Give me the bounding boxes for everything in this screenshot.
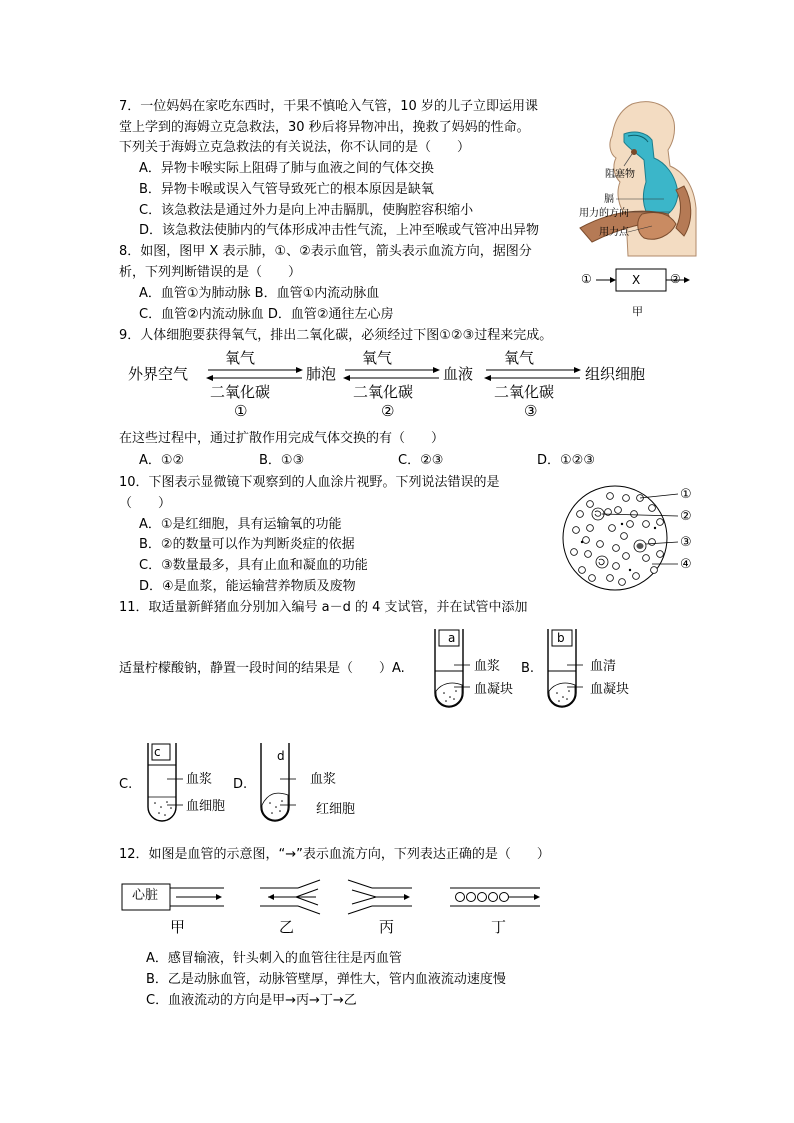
red-blood-cell — [649, 539, 656, 546]
q9-top-2: 氧气 — [362, 349, 393, 367]
q9-top-1: 氧气 — [225, 349, 256, 367]
tube-a-tag: a — [448, 631, 456, 645]
q11-option-d-label: D. — [233, 777, 248, 792]
q12-option-b: B．乙是动脉血管，动脉管壁厚，弹性大，管内血液流动速度慢 — [146, 972, 506, 987]
tube-d-top-label: 血浆 — [310, 772, 337, 787]
tube-a-top-label: 血浆 — [474, 659, 501, 674]
tube-b-tag: b — [557, 631, 565, 645]
q9-bottom-1: 二氧化碳 — [210, 383, 271, 401]
q10-label-3: ③ — [680, 535, 692, 550]
label-force-direction: 用力的方向 — [579, 208, 629, 219]
q10-option-a: A．①是红细胞，具有运输氧的功能 — [139, 517, 342, 532]
tube-d-bottom-label: 红细胞 — [316, 802, 356, 817]
q7-option-d: D．该急救法使肺内的气体形成冲击性气流，上冲至喉或气管冲出异物 — [139, 223, 540, 238]
q11-stem-line2: 适量柠檬酸钠，静置一段时间的结果是（ ）A. — [119, 661, 405, 676]
q8-options-row1: A．血管①为肺动脉 B．血管①内流动脉血 — [139, 286, 380, 301]
q9-top-3: 氧气 — [504, 349, 535, 367]
tube-c-top-label: 血浆 — [186, 772, 213, 787]
q10-label-1: ① — [680, 487, 692, 502]
q10-label-2: ② — [680, 509, 692, 524]
tube-c-tag: c — [154, 745, 161, 759]
red-blood-cell — [643, 555, 650, 562]
q9-option-b: B．①③ — [259, 453, 305, 468]
caption-bing: 丙 — [379, 918, 395, 936]
q8-vessel-1: ① — [581, 272, 592, 286]
q9-question: 在这些过程中，通过扩散作用完成气体交换的有（ ） — [119, 431, 445, 446]
q9-num-3: ③ — [524, 402, 538, 420]
red-blood-cell — [587, 501, 594, 508]
tube-d-tag: d — [277, 749, 285, 763]
red-blood-cell — [607, 493, 614, 500]
red-blood-cell — [607, 575, 614, 582]
q11-option-c-label: C. — [119, 777, 133, 792]
red-blood-cell — [627, 521, 634, 528]
q7-option-b: B．异物卡喉或误入气管导致死亡的根本原因是缺氧 — [139, 182, 434, 197]
q10-stem-line2: （ ） — [119, 496, 172, 511]
red-blood-cell — [615, 507, 622, 514]
q7-stem-line2: 堂上学到的海姆立克急救法，30 秒后将异物冲出，挽救了妈妈的性命。 — [119, 120, 530, 135]
red-blood-cell — [587, 525, 594, 532]
red-blood-cell — [643, 521, 650, 528]
q9-node-blood: 血液 — [443, 365, 474, 383]
red-blood-cell — [657, 519, 664, 526]
test-tube-b — [545, 627, 585, 709]
blood-smear-figure — [560, 484, 700, 594]
red-blood-cell — [651, 567, 658, 574]
caption-jia: 甲 — [170, 918, 186, 936]
q7-stem-line1: 7．一位妈妈在家吃东西时，干果不慎呛入气管，10 岁的儿子立即运用课 — [119, 99, 538, 114]
q9-bottom-3: 二氧化碳 — [494, 383, 555, 401]
q12-stem: 12．如图是血管的示意图，“→”表示血流方向，下列表达正确的是（ ） — [119, 847, 550, 862]
heart-label: 心脏 — [132, 888, 159, 903]
q8-options-row2: C．血管②内流动脉血 D．血管②通往左心房 — [139, 307, 394, 322]
q10-option-c: C．③数量最多，具有止血和凝血的功能 — [139, 558, 368, 573]
q9-option-d: D．①②③ — [537, 453, 595, 468]
red-blood-cell — [623, 553, 630, 560]
q9-stem: 9．人体细胞要获得氧气，排出二氧化碳，必须经过下图①②③过程来完成。 — [119, 328, 553, 343]
blood-vessel-diagram — [120, 878, 560, 918]
label-diaphragm: 膈 — [604, 194, 614, 205]
red-blood-cell — [631, 511, 638, 518]
red-blood-cell — [649, 505, 656, 512]
q9-option-a: A．①② — [139, 453, 185, 468]
q8-stem-line2: 析，下列判断错误的是（ ） — [119, 265, 302, 280]
q12-option-a: A．感冒输液，针头刺入的血管往往是丙血管 — [146, 951, 402, 966]
q9-node-tissue: 组织细胞 — [585, 365, 646, 383]
red-blood-cell — [597, 541, 604, 548]
q11-option-b-label: B. — [521, 661, 535, 676]
tube-a-bottom-label: 血凝块 — [474, 682, 514, 697]
red-blood-cell — [623, 495, 630, 502]
red-blood-cell — [579, 567, 586, 574]
red-blood-cell — [613, 563, 620, 570]
q8-stem-line1: 8．如图，图甲 X 表示肺，①、②表示血管，箭头表示血流方向，据图分 — [119, 244, 532, 259]
q7-option-c: C．该急救法是通过外力是向上冲击膈肌，使胸腔容积缩小 — [139, 203, 474, 218]
red-blood-cell — [585, 551, 592, 558]
q11-stem: 11．取适量新鲜猪血分别加入编号 a－d 的 4 支试管，并在试管中添加 — [119, 600, 528, 615]
tube-b-top-label: 血清 — [590, 659, 617, 674]
q9-node-alveoli: 肺泡 — [306, 365, 337, 383]
caption-ding: 丁 — [491, 918, 507, 936]
q9-node-air: 外界空气 — [128, 365, 189, 383]
red-blood-cell — [621, 533, 628, 540]
label-force-point: 用力点 — [599, 227, 629, 238]
q7-stem-line3: 下列关于海姆立克急救法的有关说法，你不认同的是（ ） — [119, 140, 471, 155]
tube-c-bottom-label: 血细胞 — [186, 799, 226, 814]
red-blood-cell — [657, 551, 664, 558]
red-blood-cell — [573, 527, 580, 534]
red-blood-cell — [609, 525, 616, 532]
q8-caption: 甲 — [632, 305, 643, 318]
caption-yi: 乙 — [279, 918, 295, 936]
q10-stem-line1: 10．下图表示显微镜下观察到的人血涂片视野。下列说法错误的是 — [119, 475, 500, 490]
q9-option-c: C．②③ — [398, 453, 444, 468]
red-blood-cell — [613, 545, 620, 552]
q8-vessel-2: ② — [670, 272, 681, 286]
test-tube-c — [145, 741, 185, 823]
label-obstacle: 阻塞物 — [605, 169, 635, 180]
red-blood-cell — [619, 579, 626, 586]
q10-option-b: B．②的数量可以作为判断炎症的依据 — [139, 537, 355, 552]
red-blood-cell — [589, 575, 596, 582]
red-blood-cell — [633, 573, 640, 580]
red-blood-cell — [577, 511, 584, 518]
q9-bottom-2: 二氧化碳 — [353, 383, 414, 401]
q10-label-4: ④ — [680, 557, 692, 572]
q12-option-c: C．血液流动的方向是甲→丙→丁→乙 — [146, 993, 357, 1008]
q8-box-x: X — [632, 273, 641, 287]
red-blood-cell — [571, 549, 578, 556]
red-blood-cell — [583, 537, 590, 544]
q10-option-d: D．④是血浆，能运输营养物质及废物 — [139, 579, 356, 594]
q9-num-1: ① — [234, 402, 248, 420]
tube-b-bottom-label: 血凝块 — [590, 682, 630, 697]
q9-num-2: ② — [381, 402, 395, 420]
q7-option-a: A．异物卡喉实际上阻碍了肺与血液之间的气体交换 — [139, 161, 434, 176]
